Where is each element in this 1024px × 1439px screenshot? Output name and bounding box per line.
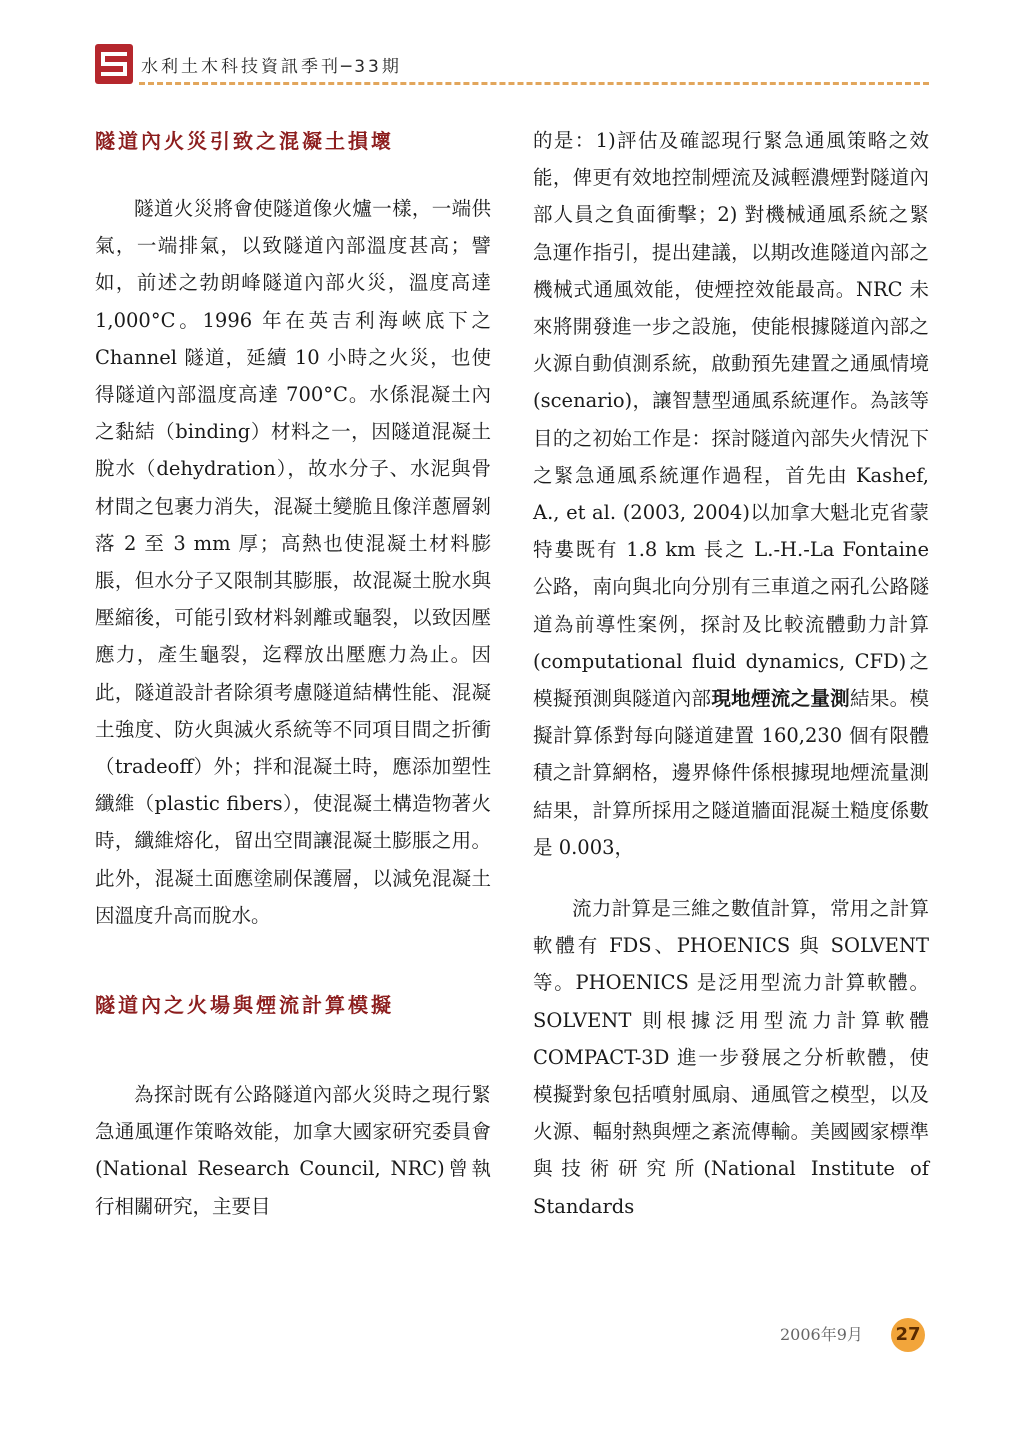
paragraph-nrc-study: 為探討既有公路隧道內部火災時之現行緊急通風運作策略效能，加拿大國家研究委員會(National Research Council, NRC)曾執行相關研究，主要目: [95, 1083, 491, 1218]
paragraph-cfd-software: 流力計算是三維之數值計算，常用之計算軟體有 FDS、PHOENICS 與 SOLVENT 等。PHOENICS 是泛用型流力計算軟體。SOLVENT 則根據泛用型流力計算軟體 COMPACT-3D 進一步發展之分析軟體，使模擬對象包括噴射風扇、通風管之模型，以及火源、輻射熱與煙之紊流傳輸。美國國家標準與技術研究所(National Institute of Standards: [533, 897, 929, 1218]
paragraph-concrete-damage: 隧道火災將會使隧道像火爐一樣，一端供氣，一端排氣，以致隧道內部溫度甚高；譬如，前述之勃朗峰隧道內部火災，溫度高達 1,000°C。1996 年在英吉利海峽底下之 Channel 隧道，延續 10 小時之火災，也使得隧道內部溫度高達 700°C。水係混凝土內之黏結（binding）材料之一，因隧道混凝土脫水（dehydration），故水分子、水泥與骨材間之包裹力消失，混凝土變脆且像洋蔥層剝落 2 至 3 mm 厚；高熱也使混凝土材料膨脹，但水分子又限制其膨脹，故混凝土脫水與壓縮後，可能引致材料剝離或龜裂，以致因壓應力，產生龜裂，迄釋放出壓應力為止。因此，隧道設計者除須考慮隧道結構性能、混凝土強度、防火與滅火系統等不同項目間之折衝（tradeoff）外；拌和混凝土時，應添加塑性纖維（plastic fibers），使混凝土構造物著火時，纖維熔化，留出空間讓混凝土膨脹之用。此外，混凝土面應塗刷保護層，以減免混凝土因溫度升高而脫水。: [95, 197, 491, 927]
header-divider: [139, 82, 929, 85]
right-column: [533, 122, 929, 1225]
page-header: [95, 40, 929, 98]
bold-phrase: 現地煙流之量測: [711, 687, 851, 711]
section-heading-fire-smoke-simulation: 隧道內之火場與煙流計算模擬: [95, 993, 394, 1018]
page-number: 27: [891, 1318, 925, 1352]
paragraph-text: 的是：1)評估及確認現行緊急通風策略之效能，俾更有效地控制煙流及減輕濃煙對隧道內部人員之負面衝擊；2) 對機械通風系統之緊急運作指引，提出建議，以期改進隧道內部之機械式通風效能，使煙控效能最高。NRC 未來將開發進一步之設施，使能根據隧道內部之火源自動偵測系統，啟動預先建置之通風情境(scenario)，讓智慧型通風系統運作。為該等目的之初始工作是：探討隧道內部失火情況下之緊急通風系統運作過程，首先由 Kashef, A., et al. (2003, 2004)以加拿大魁北克省蒙特婁既有 1.8 km 長之 L.-H.-La Fontaine 公路，南向與北向分別有三車道之兩孔公路隧道為前導性案例，探討及比較流體動力計算(computational fluid dynamics, CFD)之模擬預測與隧道內部: [533, 129, 929, 711]
issue-date: 2006年9月: [780, 1325, 863, 1344]
journal-logo: [95, 44, 133, 84]
section-heading-concrete-damage: 隧道內火災引致之混凝土損壞: [95, 129, 394, 153]
left-column: [95, 122, 491, 1225]
paragraph-text-tail: 結果。模擬計算係對每向隧道建置 160,230 個有限體積之計算網格，邊界條件係根據現地煙流量測結果，計算所採用之隧道牆面混凝土糙度係數是 0.003，: [533, 687, 929, 859]
paragraph-nrc-objectives: [533, 122, 929, 866]
journal-title: 水利土木科技資訊季刊─33期: [141, 57, 402, 77]
